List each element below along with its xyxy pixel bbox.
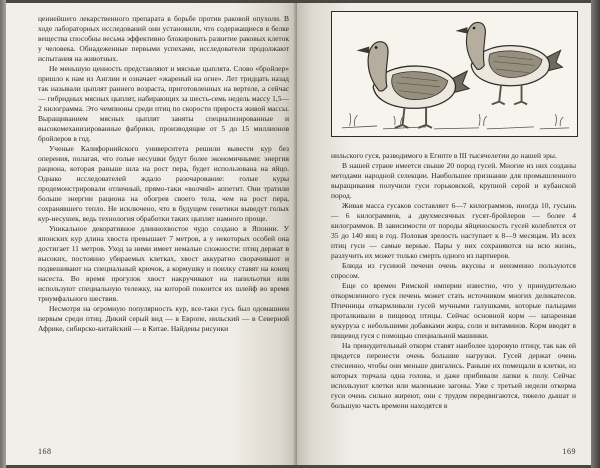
paragraph: На принудительный откорм ставят наиболее здоровую птицу, так как ей придется перенести очень большие нагрузки. Гусей держат очень стесненно, чтобы они меньше двигались. Раньше их помещали в клетки, из которых торчала одна голова, и даже прибивали лапки к полу. Сейчас используют клетки или маленькие загоны. Уже с третьей недели откорма гуси очень сильно жиреют, они с трудом передвигаются, тяжело дышат и большую часть времени находятся в <box>331 341 576 410</box>
grass-hatching <box>342 113 569 129</box>
paragraph: нильского гуся, разводимого в Египте в III тысячелетии до нашей эры. <box>331 151 557 160</box>
geese-drawing-svg <box>332 12 577 136</box>
left-page-text <box>38 14 289 334</box>
paragraph: Блюда из гусиной печени очень вкусны и неизменно пользуются спросом. <box>331 261 576 280</box>
paragraph: Живая масса гусаков составляет 6—7 килограммов, иногда 10, гусынь — 6 килограммов, а двухмесячных гусят-бройлеров — более 4 килограммов. В зависимости от породы яйценоскость гусей колеблется от 35 до 140 яиц в год. Половая зрелость наступает к 8—9 месяцам. Из всех птиц гуси — самые верные. Пары у них сохраняются на всю жизнь, разлучить их может только смерть одного из партнеров. <box>331 201 576 260</box>
paragraph: Ученые Калифорнийского университета решили вывести кур без оперения, полагая, что голые несушки будут более экономичными: энергия рациона, которая раньше шла на рост пера, будет использована на яйцо. Однако исследователей ждало разочарование: голые куры продемонстрировали отличный, прямо-таки «волчий» аппетит. Они тратили больше энергии рациона на обогрев своего тела, чем на рост пера, сохранявшего тепло. Не исключено, что в будущем генетики выведут голых кур-несушек, ведь технология обработки таких цыплят намного проще. <box>38 144 289 223</box>
left-page <box>6 3 297 465</box>
paragraph: Не меньшую ценность представляют и мясные цыплята. Слово «бройлер» пришло к нам из Англии и означает «жареный на огне». Лет тридцать назад так называли цыплят раннего возраста, приготовленных на вертеле, а сейчас — гибридных мясных цыплят, набирающих за шесть-семь недель массу 1,5—2 килограмма. Это чемпионы среди птиц по скорости прироста живой массы. Выращиванием мясных цыплят заняты специализированные и высокомеханизированные фабрики, производящие от 5 до 15 миллионов бройлеров в год. <box>38 64 289 143</box>
paragraph: Несмотря на огромную популярность кур, все-таки гусь был одомашнен первым среди птиц. Дикий серый вид — в Европе, нильский — в Северной Африке, сибирско-китайский — в Китае. Найдены рисунки <box>38 304 289 333</box>
page-number-left: 168 <box>38 447 52 456</box>
paragraph: Уникальное декоративное длиннохвостое чудо создано в Японии. У японских кур длина хвоста превышает 7 метров, а у некоторых особей она достигает 11 метров. Уход за ними имеет немалые сложности: птиц держат в высоких, постоянно убираемых клетках, хвост аккуратно сворачивают и подвешивают на специальный крючок, а кормушку и поилку ставят на конец насеста. Во время прогулок хвост накручивают на папильотки или используют специальную тележку, на которой покоится их шлейф во время триумфального шествия. <box>38 224 289 303</box>
right-page <box>297 3 591 465</box>
page-number-right: 169 <box>562 447 576 456</box>
paragraph: В нашей стране имеется свыше 20 пород гусей. Многие из них созданы методами народной селекции. Наибольшее признание для промышленного выращивания получили гуси горьковской, крупной серой и кубанской пород. <box>331 161 576 200</box>
right-page-text <box>331 151 576 411</box>
paragraph: ценнейшего лекарственного препарата в борьбе против раковой опухоли. В ходе лабораторных исследований они установили, что содержащиеся в белке вещества способны весьма эффективно блокировать развитие раковых клеток у человека. Обнадеженные первыми успехами, исследователи продолжают испытания на животных. <box>38 14 289 63</box>
geese-illustration <box>331 11 578 137</box>
book-cover-edge <box>591 0 600 468</box>
scan-edge-top <box>0 0 600 3</box>
paragraph: Еще со времен Римской империи известно, что у принудительно откормленного гуся печень может стать источником многих деликатесов. Птичницы откармливали гусей мучными галушками, которые пальцами проталкивали в пищевод птицы. Сейчас основной корм — запаренная кукуруза с небольшими добавками жира, соли и витаминов. Корм вводят в пищевод гуся с помощью специальной машинки. <box>331 281 576 340</box>
scan-edge-left <box>0 0 6 468</box>
